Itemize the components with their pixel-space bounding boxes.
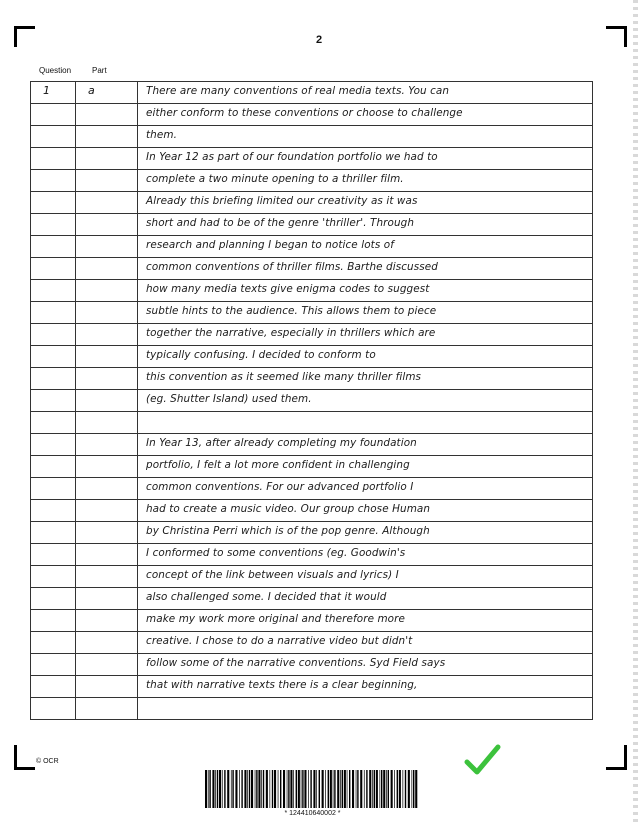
barcode-bar [313,770,315,808]
answer-row [30,192,593,214]
answer-cell [138,214,593,235]
answer-cell [138,500,593,521]
barcode-bar [394,770,395,808]
barcode-bar [376,770,378,808]
barcode-bar [374,770,375,808]
answer-cell [138,478,593,499]
answer-cell [138,588,593,609]
handwritten-line: (eg. Shutter Island) used them. [146,393,312,405]
barcode-bar [266,770,268,808]
part-cell [76,654,138,675]
question-cell [30,588,76,609]
barcode-bar [244,770,246,808]
answer-row [30,698,593,719]
answer-row [30,676,593,698]
barcode-bar [328,770,329,808]
handwritten-line: make my work more original and therefore more [146,613,406,625]
question-cell [30,632,76,653]
handwritten-line: Already this briefing limited our creativity as it was [146,195,418,207]
answer-cell [138,82,593,103]
barcode-bar [364,770,365,808]
answer-row [30,236,593,258]
question-cell [30,522,76,543]
part-cell [76,390,138,411]
barcode-bar [405,770,406,808]
barcode-bar [278,770,279,808]
barcode-bar [403,770,404,808]
handwritten-line: I conformed to some conventions (eg. Goodwin's [146,547,406,559]
question-cell [30,258,76,279]
barcode-bar [261,770,262,808]
handwritten-line: There are many conventions of real media texts. You can [146,85,450,97]
part-cell [76,412,138,433]
part-letter: a [88,84,95,97]
barcode-number: * 124410640002 * [284,810,341,817]
page-number: 2 [315,34,323,46]
question-cell [30,368,76,389]
barcode-bar [325,770,326,808]
barcode-bar [412,770,413,808]
answer-cell [138,566,593,587]
answer-cell [138,544,593,565]
barcode-bar [386,770,387,808]
barcode-bar [227,770,229,808]
barcode [205,770,420,808]
part-cell [76,170,138,191]
handwritten-line: had to create a music video. Our group chose Human [146,503,431,515]
handwritten-line: In Year 12 as part of our foundation portfolio we had to [146,151,438,163]
barcode-bar [208,770,209,808]
part-cell [76,676,138,697]
barcode-bar [347,770,348,808]
barcode-bar [256,770,257,808]
handwritten-line: creative. I chose to do a narrative video but didn't [146,635,413,647]
question-cell [30,324,76,345]
barcode-bar [316,770,317,808]
answer-cell [138,698,593,719]
barcode-bar [366,770,367,808]
barcode-bar [342,770,343,808]
barcode-bar [280,770,281,808]
barcode-bar [231,770,232,808]
barcode-bar [255,770,256,808]
answer-cell [138,258,593,279]
question-cell [30,412,76,433]
answer-cell [138,368,593,389]
check-icon [462,740,502,780]
barcode-bar [302,770,303,808]
question-cell [30,126,76,147]
question-cell [30,104,76,125]
barcode-bar [340,770,341,808]
answer-cell [138,610,593,631]
answer-row [30,478,593,500]
answer-cell [138,104,593,125]
barcode-bar [217,770,218,808]
barcode-bar [322,770,324,808]
barcode-bar [372,770,373,808]
answer-row [30,632,593,654]
answer-row [30,126,593,148]
handwritten-line: subtle hints to the audience. This allows them to piece [146,305,437,317]
question-cell [30,500,76,521]
ocr-footer: © OCR [36,758,59,765]
barcode-bar [219,770,221,808]
handwritten-line: follow some of the narrative conventions. Syd Field says [146,657,446,669]
handwritten-line: together the narrative, especially in thrillers which are [146,327,436,339]
part-cell [76,434,138,455]
barcode-bar [290,770,292,808]
corner-mark-bottom-left [14,745,35,770]
barcode-bar [360,770,362,808]
barcode-bar [205,770,207,808]
answer-row [30,302,593,324]
part-header: Part [92,66,107,75]
barcode-bar [274,770,276,808]
handwritten-line: common conventions of thriller films. Barthe discussed [146,261,438,273]
barcode-bar [235,770,237,808]
part-cell [76,324,138,345]
barcode-bar [349,770,350,808]
barcode-bar [251,770,253,808]
answer-sheet [30,81,593,720]
barcode-bar [283,770,285,808]
barcode-bar [415,770,417,808]
barcode-bar [301,770,302,808]
question-cell [30,478,76,499]
barcode-bar [408,770,410,808]
barcode-bar [212,770,214,808]
barcode-bar [304,770,306,808]
part-cell [76,302,138,323]
answer-cell [138,126,593,147]
handwritten-line: this convention as it seemed like many thriller films [146,371,422,383]
barcode-bar [397,770,398,808]
answer-cell [138,324,593,345]
handwritten-line: portfolio, I felt a lot more confident in challenging [146,459,410,471]
answer-row [30,500,593,522]
barcode-bar [222,770,223,808]
part-cell [76,610,138,631]
question-cell [30,280,76,301]
part-cell [76,368,138,389]
question-cell [30,434,76,455]
part-cell [76,236,138,257]
part-cell [76,478,138,499]
barcode-bar [369,770,371,808]
barcode-bar [287,770,288,808]
part-cell [76,82,138,103]
barcode-bar [333,770,334,808]
answer-cell [138,434,593,455]
barcode-bar [357,770,358,808]
answer-cell [138,412,593,433]
barcode-bar [383,770,385,808]
handwritten-line: also challenged some. I decided that it would [146,591,387,603]
answer-cell [138,522,593,543]
barcode-bar [330,770,332,808]
perforated-edge [633,0,638,826]
part-cell [76,280,138,301]
question-number: 1 [43,84,50,97]
barcode-bar [391,770,393,808]
barcode-bar [381,770,382,808]
barcode-bar [296,770,297,808]
part-cell [76,456,138,477]
part-cell [76,126,138,147]
answer-row [30,280,593,302]
answer-row [30,214,593,236]
handwritten-line: how many media texts give enigma codes to suggest [146,283,430,295]
answer-row [30,170,593,192]
barcode-bar [344,770,346,808]
handwritten-line: complete a two minute opening to a thriller film. [146,173,404,185]
answer-row [30,368,593,390]
question-cell [30,214,76,235]
barcode-bar [270,770,271,808]
part-cell [76,588,138,609]
handwritten-line: common conventions. For our advanced portfolio I [146,481,414,493]
question-cell [30,456,76,477]
answer-row [30,104,593,126]
answer-cell [138,676,593,697]
question-cell [30,544,76,565]
answer-cell [138,192,593,213]
question-cell [30,676,76,697]
barcode-bar [263,770,264,808]
part-cell [76,566,138,587]
answer-row [30,544,593,566]
barcode-bar [310,770,311,808]
barcode-bar [288,770,289,808]
handwritten-line: by Christina Perri which is of the pop genre. Although [146,525,430,537]
handwritten-line: research and planning I began to notice lots of [146,239,394,251]
part-cell [76,258,138,279]
question-cell [30,390,76,411]
part-cell [76,632,138,653]
answer-cell [138,302,593,323]
answer-cell [138,170,593,191]
handwritten-line: typically confusing. I decided to conform to [146,349,376,361]
answer-cell [138,346,593,367]
handwritten-line: either conform to these conventions or choose to challenge [146,107,463,119]
question-cell [30,302,76,323]
answer-cell [138,390,593,411]
question-cell [30,698,76,719]
part-cell [76,522,138,543]
part-cell [76,544,138,565]
answer-row [30,456,593,478]
answer-cell [138,236,593,257]
question-cell [30,236,76,257]
answer-row [30,522,593,544]
barcode-bar [319,770,320,808]
barcode-bar [247,770,248,808]
barcode-bar [239,770,240,808]
answer-row [30,324,593,346]
barcode-bar [399,770,401,808]
barcode-bar [388,770,389,808]
barcode-bar [258,770,260,808]
barcode-bar [293,770,294,808]
answer-row [30,148,593,170]
question-header: Question [39,66,72,75]
answer-row [30,566,593,588]
answer-row [30,390,593,412]
answer-cell [138,280,593,301]
answer-row [30,258,593,280]
answer-row [30,434,593,456]
answer-row [30,588,593,610]
part-cell [76,148,138,169]
answer-row [30,654,593,676]
question-cell [30,610,76,631]
part-cell [76,192,138,213]
barcode-bar [249,770,250,808]
barcode-bar [232,770,233,808]
handwritten-line: concept of the link between visuals and lyrics) I [146,569,399,581]
answer-cell [138,654,593,675]
barcode-bar [272,770,273,808]
question-cell [30,82,76,103]
barcode-bar [224,770,225,808]
answer-row [30,412,593,434]
barcode-bar [380,770,381,808]
barcode-bar [356,770,357,808]
answer-row [30,610,593,632]
answer-cell [138,148,593,169]
question-cell [30,654,76,675]
part-cell [76,346,138,367]
handwritten-line: that with narrative texts there is a clear beginning, [146,679,418,691]
answer-cell [138,456,593,477]
question-cell [30,148,76,169]
question-cell [30,170,76,191]
part-cell [76,500,138,521]
part-cell [76,214,138,235]
part-cell [76,698,138,719]
barcode-bar [337,770,339,808]
handwritten-line: short and had to be of the genre 'thriller'. Through [146,217,415,229]
part-cell [76,104,138,125]
question-cell [30,566,76,587]
barcode-bar [413,770,414,808]
barcode-bar [298,770,300,808]
barcode-bar [334,770,335,808]
answer-row [30,346,593,368]
barcode-bar [241,770,242,808]
handwritten-line: them. [146,129,177,141]
barcode-bar [352,770,354,808]
answer-cell [138,632,593,653]
barcode-bar [209,770,210,808]
answer-row [30,82,593,104]
barcode-bar [308,770,309,808]
question-cell [30,192,76,213]
barcode-bar [215,770,216,808]
corner-mark-bottom-right [606,745,627,770]
question-cell [30,346,76,367]
handwritten-line: In Year 13, after already completing my foundation [146,437,417,449]
